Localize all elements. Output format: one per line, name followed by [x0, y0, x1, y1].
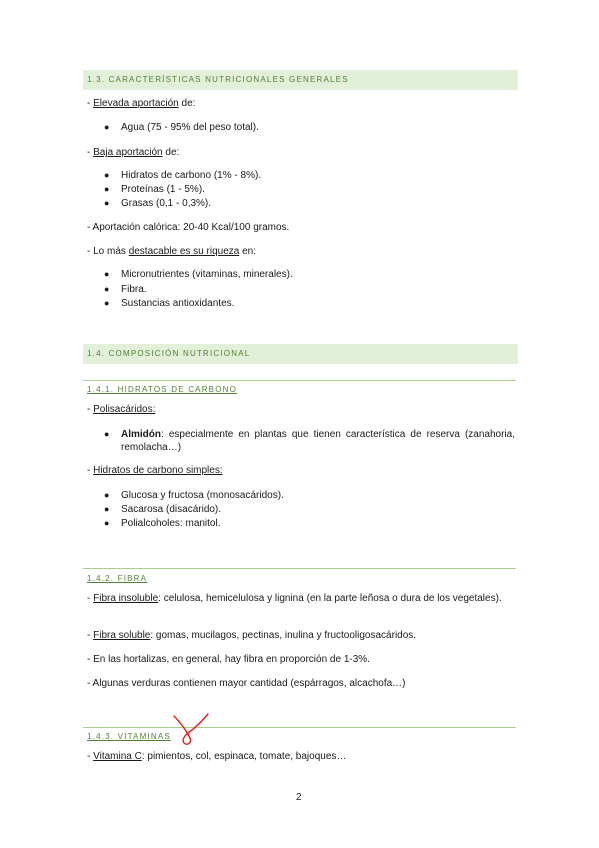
paragraph-elevada: - Elevada aportación de: — [87, 98, 196, 109]
paragraph-hortalizas: - En las hortalizas, en general, hay fibra en proporción de 1-3%. — [87, 654, 370, 665]
subsection-rule — [83, 380, 516, 381]
paragraph-fibra-insoluble: - Fibra insoluble: celulosa, hemicelulosa y lignina (en la parte leñosa o dura de los vegetales). — [87, 593, 502, 604]
list-item-almidon: Almidón: especialmente en plantas que tienen característica de reserva (zanahoria, remolacha…) — [121, 429, 515, 453]
bullet-icon: ● — [104, 429, 110, 439]
paragraph-baja: - Baja aportación de: — [87, 147, 180, 158]
paragraph-simples: - Hidratos de carbono simples: — [87, 465, 223, 476]
paragraph-calorica: - Aportación calórica: 20-40 Kcal/100 gramos. — [87, 222, 290, 233]
list-item: Sustancias antioxidantes. — [121, 298, 235, 309]
bullet-icon: ● — [104, 269, 110, 279]
list-item: Fibra. — [121, 284, 147, 295]
bullet-icon: ● — [104, 184, 110, 194]
section-title: 1.3. CARACTERÍSTICAS NUTRICIONALES GENERALES — [87, 75, 349, 84]
list-item: Hidratos de carbono (1% - 8%). — [121, 170, 262, 181]
section-heading-band — [83, 70, 518, 90]
bullet-icon: ● — [104, 490, 110, 500]
section-heading-band — [83, 344, 518, 364]
bullet-icon: ● — [104, 298, 110, 308]
list-item: Agua (75 - 95% del peso total). — [121, 122, 259, 133]
subsection-rule — [83, 568, 516, 569]
list-item: Glucosa y fructosa (monosacáridos). — [121, 490, 284, 501]
subsection-title: 1.4.3. VITAMINAS — [87, 732, 171, 741]
bullet-icon: ● — [104, 518, 110, 528]
section-title: 1.4. COMPOSICIÓN NUTRICIONAL — [87, 349, 251, 358]
subsection-rule — [83, 727, 516, 728]
paragraph-fibra-soluble: - Fibra soluble: gomas, mucilagos, pectinas, inulina y fructooligosacáridos. — [87, 630, 417, 641]
subsection-title: 1.4.2. FIBRA — [87, 574, 148, 583]
bullet-icon: ● — [104, 170, 110, 180]
list-item: Polialcoholes: manitol. — [121, 518, 221, 529]
paragraph-riqueza: - Lo más destacable es su riqueza en: — [87, 246, 256, 257]
paragraph-polisacaridos: - Polisacáridos: — [87, 404, 156, 415]
paragraph-verduras: - Algunas verduras contienen mayor cantidad (espárragos, alcachofa…) — [87, 678, 406, 689]
red-checkmark-icon — [170, 712, 212, 748]
bullet-icon: ● — [104, 504, 110, 514]
list-item: Proteínas (1 - 5%). — [121, 184, 205, 195]
page-number: 2 — [296, 792, 302, 803]
list-item: Sacarosa (disacárido). — [121, 504, 222, 515]
bullet-icon: ● — [104, 284, 110, 294]
bullet-icon: ● — [104, 198, 110, 208]
list-item: Micronutrientes (vitaminas, minerales). — [121, 269, 293, 280]
subsection-title: 1.4.1. HIDRATOS DE CARBONO — [87, 385, 238, 394]
bullet-icon: ● — [104, 122, 110, 132]
list-item: Grasas (0,1 - 0,3%). — [121, 198, 212, 209]
paragraph-vitamina-c: - Vitamina C: pimientos, col, espinaca, tomate, bajoques… — [87, 751, 347, 762]
